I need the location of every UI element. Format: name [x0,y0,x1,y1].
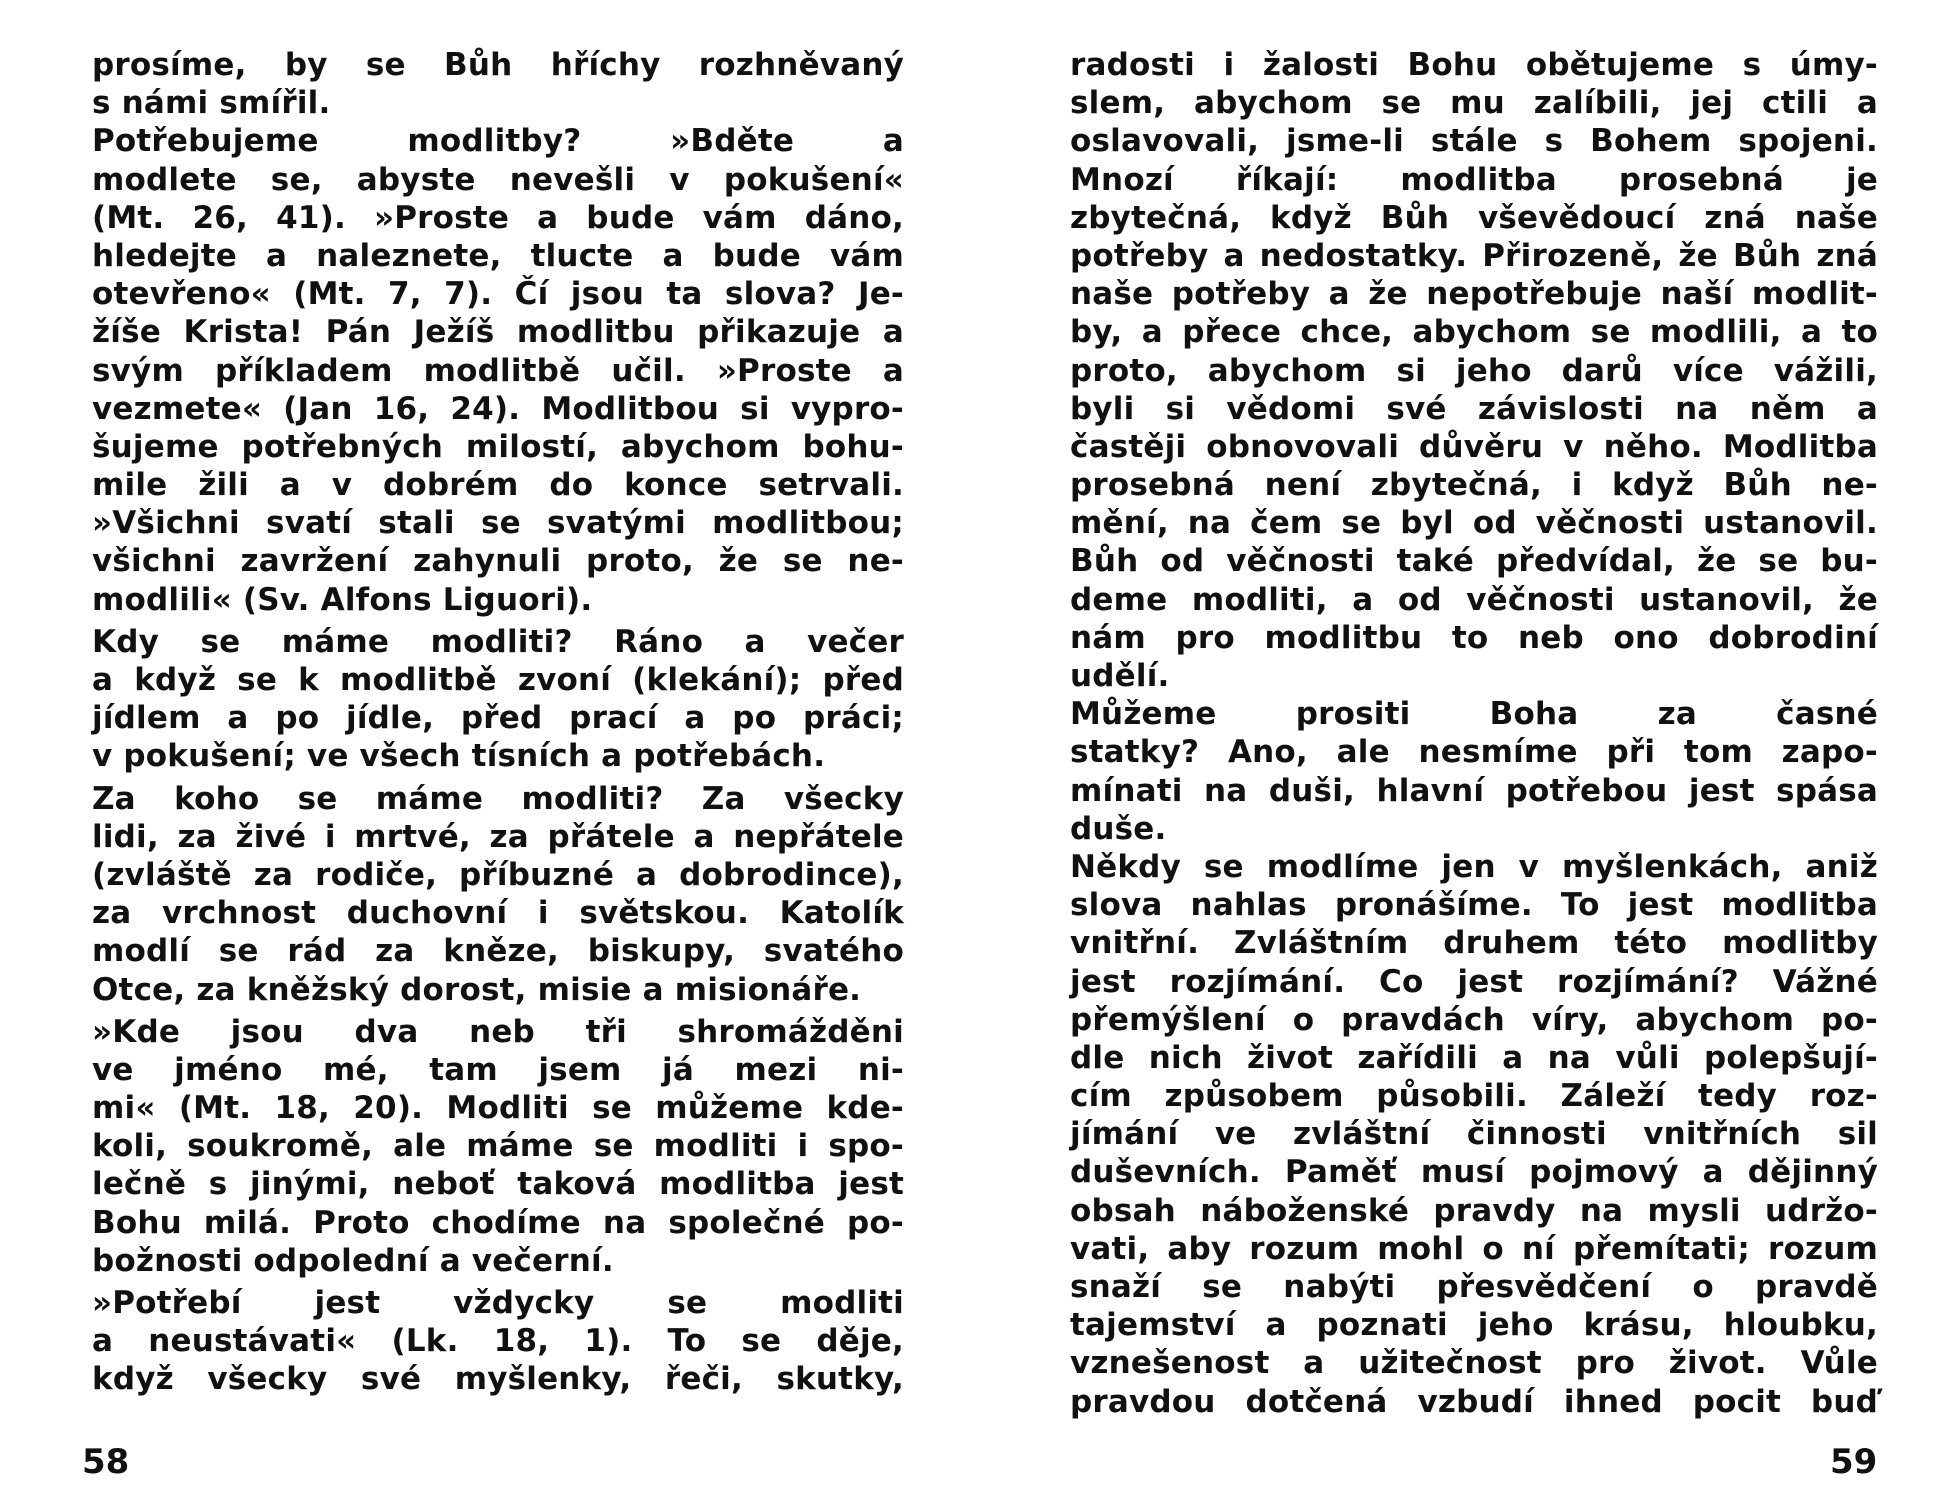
text-line: Mnozí říkají: modlitba prosebná je [1070,161,1878,198]
text-line: pravdou dotčená vzbudí ihned pocit buď [1070,1383,1878,1420]
text-line: vnitřní. Zvláštním druhem této modlitby [1070,925,1878,962]
text-line: prosebná není zbytečná, i když Bůh ne- [1070,467,1878,504]
text-line: radosti i žalosti Bohu obětujeme s úmy- [1070,47,1878,83]
text-line: vezmete« (Jan 16, 24). Modlitbou si vypro- [92,390,904,427]
text-line: by, a přece chce, abychom se modlili, a to [1070,314,1878,351]
text-line: dle nich život zařídili a na vůli polepšují- [1070,1039,1878,1076]
text-line: jímání ve zvláštní činnosti vnitřních sil [1070,1116,1878,1153]
text-line: slova nahlas pronášíme. To jest modlitba [1070,887,1878,924]
text-line: duševních. Paměť musí pojmový a dějinný [1070,1154,1878,1191]
text-line: jest rozjímání. Co jest rozjímání? Vážné [1070,963,1878,1000]
text-line: Za koho se máme modliti? Za všecky [92,780,904,817]
text-line: (Mt. 26, 41). »Proste a bude vám dáno, [92,199,904,236]
text-line: mínati na duši, hlavní potřebou jest spása [1070,772,1878,809]
text-line: modlili« (Sv. Alfons Liguori). [92,581,593,618]
text-line: jídlem a po jídle, před prací a po práci; [92,700,904,737]
text-line: Můžeme prositi Boha za časné [1070,696,1878,733]
text-line: byli si vědomi své závislosti na něm a [1070,390,1878,427]
text-line: statky? Ano, ale nesmíme při tom zapo- [1070,734,1878,771]
text-line: Bohu milá. Proto chodíme na společné po- [92,1204,904,1241]
text-line: hledejte a naleznete, tlucte a bude vám [92,237,904,274]
text-line: a když se k modlitbě zvoní (klekání); před [92,662,904,698]
text-line: cím způsobem působili. Záleží tedy roz- [1070,1078,1878,1115]
text-line: Otce, za kněžský dorost, misie a misionáře. [92,971,862,1008]
left-page [92,46,904,1399]
text-line: prosíme, by se Bůh hříchy rozhněvaný [92,47,904,83]
text-line: zbytečná, když Bůh vševědoucí zná naše [1070,199,1878,236]
text-line: koli, soukromě, ale máme se modliti i spo- [92,1128,904,1165]
text-line: deme modliti, a od věčnosti ustanovil, že [1070,581,1878,618]
text-line: vznešenost a užitečnost pro život. Vůle [1070,1345,1878,1382]
text-line: božnosti odpolední a večerní. [92,1242,614,1279]
text-line: otevřeno« (Mt. 7, 7). Čí jsou ta slova? Je- [92,276,904,313]
text-line: mi« (Mt. 18, 20). Modliti se můžeme kde- [92,1090,904,1127]
text-line: častěji obnovovali důvěru v něho. Modlitba [1070,428,1878,465]
text-line: Kdy se máme modliti? Ráno a večer [92,623,904,660]
text-line: přemýšlení o pravdách víry, abychom po- [1070,1001,1878,1038]
page-number-left: 58 [82,1442,130,1482]
text-line: a neustávati« (Lk. 18, 1). To se děje, [92,1323,904,1360]
text-line: ve jméno mé, tam jsem já mezi ni- [92,1051,904,1088]
page-number-right: 59 [1830,1442,1878,1482]
text-line: oslavovali, jsme-li stále s Bohem spojeni. [1070,123,1878,160]
text-line: svým příkladem modlitbě učil. »Proste a [92,352,904,389]
text-line: s námi smířil. [92,85,331,122]
text-line: když všecky své myšlenky, řeči, skutky, [92,1361,904,1398]
text-line: všichni zavržení zahynuli proto, že se ne- [92,543,904,580]
text-line: Někdy se modlíme jen v myšlenkách, aniž [1070,848,1878,885]
text-line: (zvláště za rodiče, příbuzné a dobrodince), [92,856,904,893]
right-page [1070,46,1878,1421]
text-line: »Potřebí jest vždycky se modliti [92,1285,904,1321]
text-line: lidi, za živé i mrtvé, za přátele a nepřátele [92,818,904,855]
text-line: žíše Krista! Pán Ježíš modlitbu přikazuje a [92,314,904,351]
text-line: za vrchnost duchovní i světskou. Katolík [92,895,904,932]
text-line: modlí se rád za kněze, biskupy, svatého [92,933,904,970]
text-line: »Všichni svatí stali se svatými modlitbou; [92,505,904,542]
text-line: slem, abychom se mu zalíbili, jej ctili a [1070,85,1878,122]
text-line: v pokušení; ve všech tísních a potřebách. [92,738,826,775]
text-line: duše. [1070,810,1167,847]
text-line: mile žili a v dobrém do konce setrvali. [92,467,904,504]
text-line: šujeme potřebných milostí, abychom bohu- [92,428,904,465]
text-line: naše potřeby a že nepotřebuje naší modlit- [1070,276,1878,313]
text-line: snaží se nabýti přesvědčení o pravdě [1070,1269,1878,1305]
text-line: mění, na čem se byl od věčnosti ustanovil. [1070,505,1878,542]
text-line: nám pro modlitbu to neb ono dobrodiní [1070,619,1878,656]
text-line: vati, aby rozum mohl o ní přemítati; rozum [1070,1230,1878,1267]
text-line: proto, abychom si jeho darů více vážili, [1070,352,1878,389]
text-line: lečně s jinými, neboť taková modlitba jest [92,1166,904,1203]
text-line: tajemství a poznati jeho krásu, hloubku, [1070,1307,1878,1344]
text-line: obsah náboženské pravdy na mysli udržo- [1070,1192,1878,1229]
text-line: »Kde jsou dva neb tři shromážděni [92,1013,904,1050]
text-line: Bůh od věčnosti také předvídal, že se bu- [1070,543,1878,580]
text-line: udělí. [1070,658,1170,694]
text-line: modlete se, abyste nevešli v pokušení« [92,161,904,198]
text-line: Potřebujeme modlitby? »Bděte a [92,123,904,160]
text-line: potřeby a nedostatky. Přirozeně, že Bůh zná [1070,237,1878,274]
